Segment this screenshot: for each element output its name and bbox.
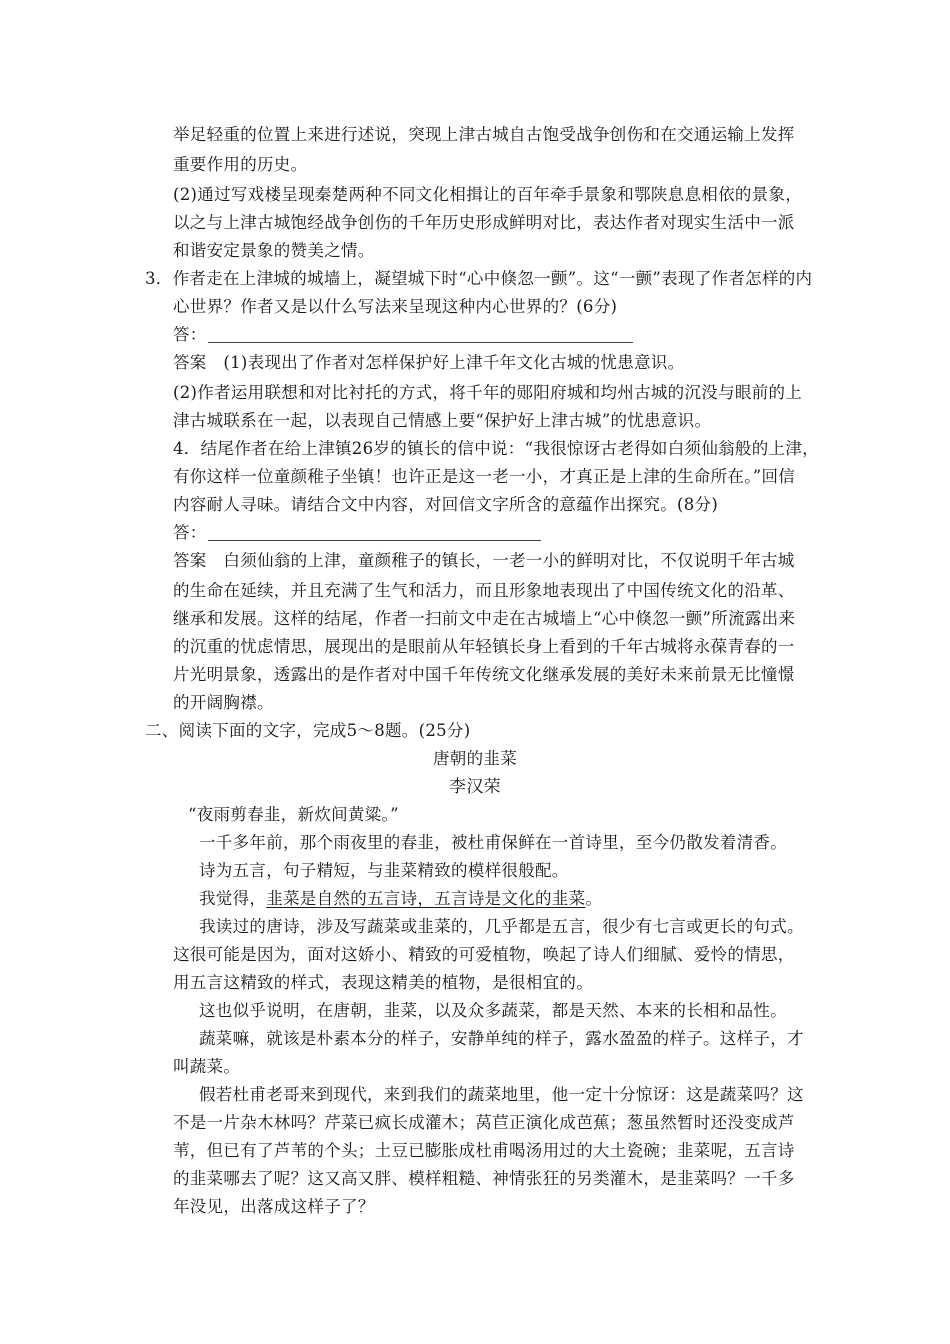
q2-answer-part2-line-3: 和谐安定景象的赞美之情。 (173, 241, 375, 260)
question-3-answer-blank[interactable] (208, 342, 633, 343)
paragraph-1: “夜雨剪春韭，新炊间黄粱。” (188, 805, 399, 824)
paragraph-8-line-5: 年没见，出落成这样子了？ (173, 1197, 375, 1216)
article-author: 李汉荣 (449, 777, 501, 797)
question-3-answer-line-2: (2)作者运用联想和对比衬托的方式，将千年的郧阳府城和均州古城的沉没与眼前的上 (173, 383, 803, 402)
paragraph-8-line-2: 不是一片杂木林吗？芹菜已疯长成灌木；莴苣正演化成芭蕉；葱虽然暂时还没变成芦 (173, 1113, 795, 1132)
question-3-answer-line-1: 答案 (1)表现出了作者对怎样保护好上津千年文化古城的忧患意识。 (173, 353, 685, 372)
q2-answer-part2-line-1: (2)通过写戏楼呈现秦楚两种不同文化相揖让的百年牵手景象和鄂陕息息相依的景象， (173, 185, 803, 204)
paragraph-5-line-2: 这很可能是因为，面对这娇小、精致的可爱植物，唤起了诗人们细腻、爱怜的情思， (173, 945, 795, 964)
paragraph-8-line-4: 的韭菜哪去了呢？这又高又胖、模样粗糙、神情张狂的另类灌木，是韭菜吗？一千多 (173, 1169, 795, 1188)
paragraph-5-line-1: 我读过的唐诗，涉及写蔬菜或韭菜的，几乎都是五言，很少有七言或更长的句式。 (199, 917, 804, 936)
question-4-line-2: 有你这样一位童颜稚子坐镇！也许正是这一老一小，才真正是上津的生命所在。”回信 (173, 467, 796, 486)
question-3-answer-line-3: 津古城联系在一起，以表现自己情感上要“保护好上津古城”的忧患意识。 (173, 411, 712, 430)
paragraph-3: 诗为五言，句子精短，与韭菜精致的模样很般配。 (199, 861, 569, 880)
paragraph-5-line-3: 用五言这精致的样式，表现这精美的植物，是很相宜的。 (173, 973, 593, 992)
question-4-answer-blank[interactable] (208, 540, 541, 541)
q2-answer-continuation-line-2: 重要作用的历史。 (173, 155, 308, 174)
question-3-line-1: 3．作者走在上津城的城墙上，凝望城下时“心中倏忽一颤”。这“一颤”表现了作者怎样的内 (145, 269, 813, 288)
question-4-line-1: 4．结尾作者在给上津镇26岁的镇长的信中说：“我很惊讶古老得如白须仙翁般的上津， (173, 439, 819, 458)
paragraph-4-prefix: 我觉得， (199, 889, 267, 908)
paragraph-7-line-1: 蔬菜嘛，就该是朴素本分的样子，安静单纯的样子，露水盈盈的样子。这样子，才 (199, 1029, 804, 1048)
question-4-answer-line-5: 片光明景象，透露出的是作者对中国千年传统文化继承发展的美好未来前景无比憧憬 (173, 665, 795, 684)
question-4-answer-line-1: 答案 白须仙翁的上津，童颜稚子的镇长，一老一小的鲜明对比，不仅说明千年古城 (173, 551, 795, 570)
paragraph-4 (199, 889, 602, 909)
paragraph-7-line-2: 叫蔬菜。 (173, 1057, 241, 1076)
paragraph-4-suffix: 。 (585, 889, 603, 908)
question-3-answer-prompt: 答： (173, 325, 207, 344)
question-4-line-3: 内容耐人寻味。请结合文中内容，对回信文字所含的意蕴作出探究。(8分) (173, 495, 719, 514)
paragraph-6: 这也似乎说明，在唐朝，韭菜，以及众多蔬菜，都是天然、本来的长相和品性。 (199, 1001, 787, 1020)
question-4-answer-line-6: 的开阔胸襟。 (173, 693, 274, 712)
paragraph-8-line-3: 苇，但已有了芦苇的个头；土豆已膨胀成杜甫喝汤用过的大土瓷碗；韭菜呢，五言诗 (173, 1141, 795, 1160)
q2-answer-part2-line-2: 以之与上津古城饱经战争创伤的千年历史形成鲜明对比，表达作者对现实生活中一派 (173, 213, 795, 232)
question-3-line-2: 心世界？作者又是以什么写法来呈现这种内心世界的？(6分) (173, 297, 618, 316)
question-4-answer-line-4: 的沉重的忧虑情思，展现出的是眼前从年轻镇长身上看到的千年古城将永葆青春的一 (173, 637, 795, 656)
question-4-answer-prompt: 答： (173, 523, 207, 542)
section-2-heading: 二、阅读下面的文字，完成5～8题。(25分) (145, 721, 471, 740)
question-4-answer-line-3: 继承和发展。这样的结尾，作者一扫前文中走在古城墙上“心中倏忽一颤”所流露出来 (173, 609, 796, 628)
question-4-answer-line-2: 的生命在延续，并且充满了生气和活力，而且形象地表现出了中国传统文化的沿革、 (173, 581, 795, 600)
article-title: 唐朝的韭菜 (433, 749, 517, 768)
paragraph-2: 一千多年前，那个雨夜里的春韭，被杜甫保鲜在一首诗里，至今仍散发着清香。 (199, 833, 787, 852)
q2-answer-continuation-line-1: 举足轻重的位置上来进行述说，突现上津古城自古饱受战争创伤和在交通运输上发挥 (173, 125, 795, 144)
paragraph-8-line-1: 假若杜甫老哥来到现代，来到我们的蔬菜地里，他一定十分惊讶：这是蔬菜吗？这 (199, 1085, 804, 1104)
paragraph-4-underlined-sentence: 韭菜是自然的五言诗，五言诗是文化的韭菜 (266, 889, 586, 908)
